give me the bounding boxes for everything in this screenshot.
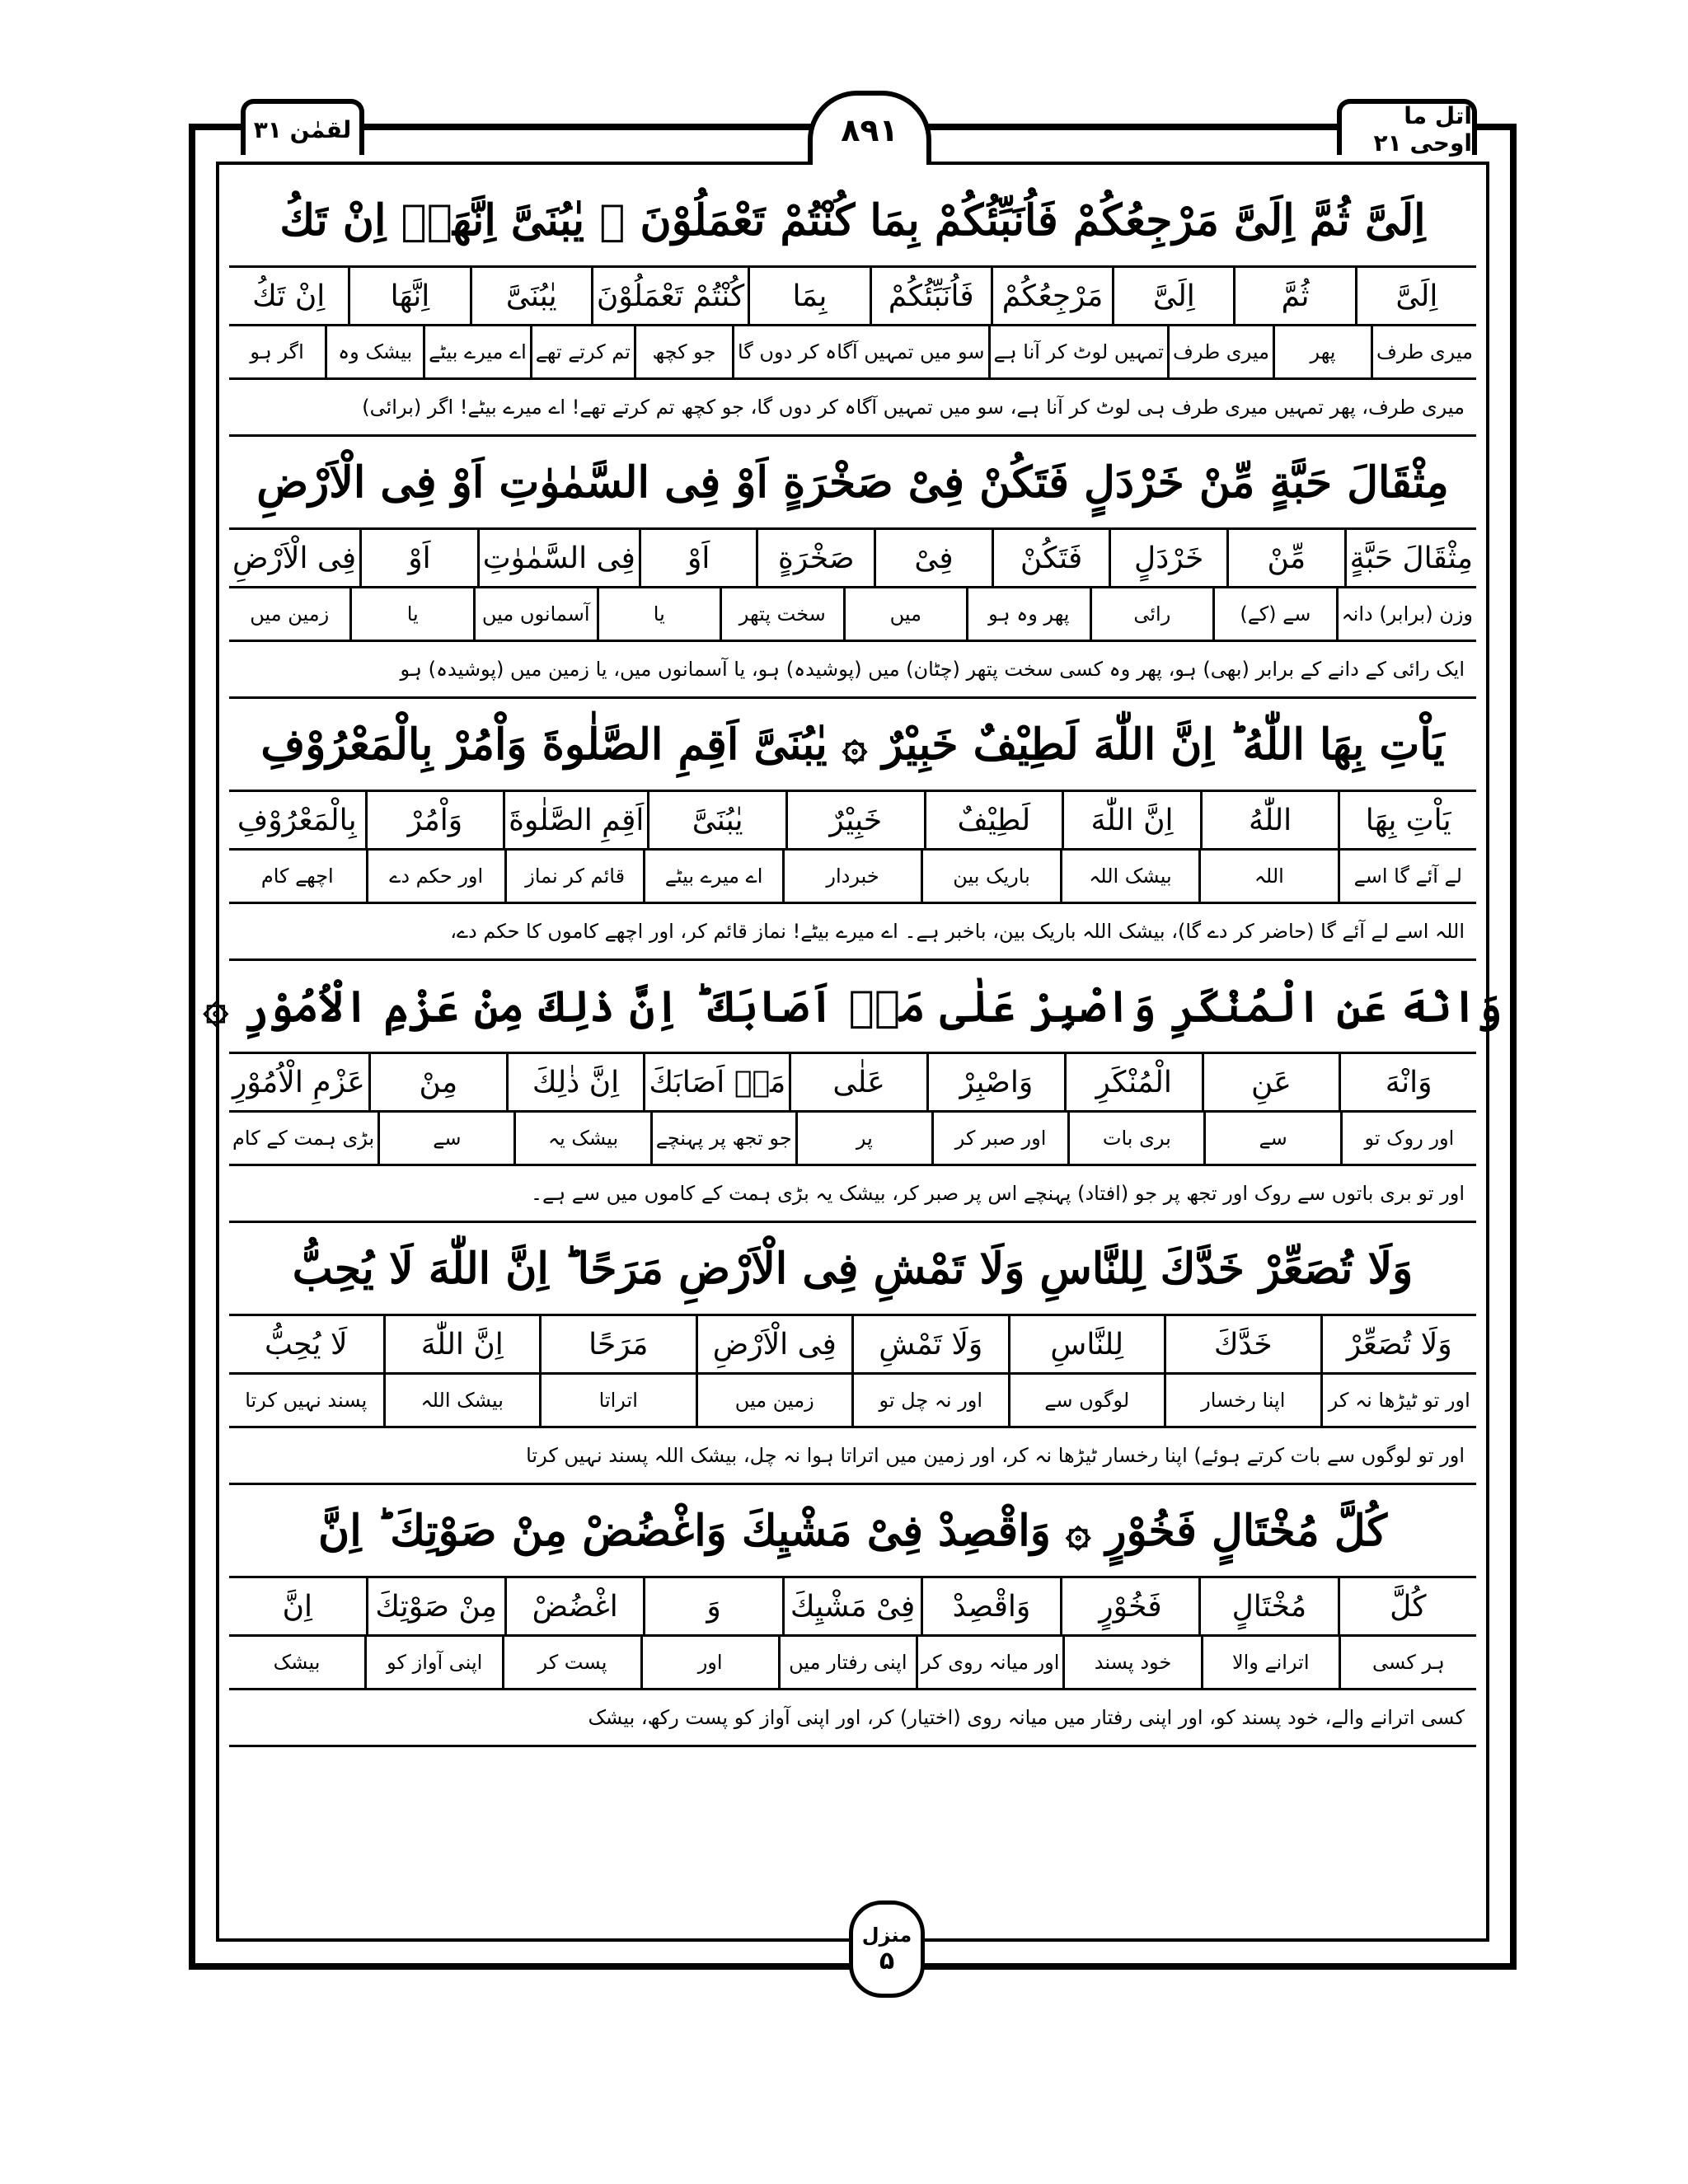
meaning-cell: زمین میں xyxy=(696,1375,852,1426)
meaning-cell: سے (کے) xyxy=(1212,588,1336,640)
meaning-cell: بیشک اللہ xyxy=(1060,851,1198,902)
arabic-verse: اِلَیَّ ثُمَّ اِلَیَّ مَرْجِعُكُمْ فَاُنَبِّئُكُمْ بِمَا كُنْتُمْ تَعْمَلُوْنَ ۞ یٰبُنَیَّ اِنَّهَاۤ اِنْ تَكُ xyxy=(229,175,1476,268)
arabic-verse: یَاْتِ بِهَا اللّٰهُ ؕ اِنَّ اللّٰهَ لَطِیْفٌ خَبِیْرٌ ۞ یٰبُنَیَّ اَقِمِ الصَّلٰوةَ وَاْمُرْ بِالْمَعْرُوْفِ xyxy=(229,699,1476,792)
meaning-cell: ہر کسی xyxy=(1339,1637,1476,1688)
word-row xyxy=(229,1054,1476,1113)
meaning-cell: جو کچھ xyxy=(634,326,732,377)
word-cell: فَتَكُنْ xyxy=(992,530,1109,586)
word-cell: بِمَا xyxy=(748,268,869,324)
word-cell: وَلَا تُصَعِّرْ xyxy=(1320,1316,1477,1372)
meaning-cell: اور روک تو xyxy=(1340,1113,1476,1164)
meaning-cell: سے xyxy=(1203,1113,1339,1164)
arabic-verse: كُلَّ مُخْتَالٍ فَخُوْرٍ ۞ وَاقْصِدْ فِیْ مَشْیِكَ وَاغْضُضْ مِنْ صَوْتِكَ ؕ اِنَّ xyxy=(229,1485,1476,1578)
meaning-cell: اللہ xyxy=(1198,851,1337,902)
meaning-cell: اچھے کام xyxy=(260,865,334,888)
word-cell: صَخْرَةٍ xyxy=(756,530,874,586)
word-cell: اِنْ تَكُ xyxy=(252,279,326,313)
meaning-cell: اور تو ٹیڑھا نہ کر xyxy=(1320,1375,1477,1426)
word-cell: وَانْهَ xyxy=(1339,1054,1476,1110)
meaning-cell: تم کرتے تھے xyxy=(530,326,634,377)
word-cell: مِّنْ xyxy=(1226,530,1344,586)
page-number: ۸۹۱ xyxy=(808,91,931,165)
meaning-cell: جو تجھ پر پہنچے xyxy=(650,1113,795,1164)
meaning-cell: قائم کر نماز xyxy=(504,851,643,902)
word-cell: یٰبُنَیَّ xyxy=(647,792,785,848)
meaning-cell: اور xyxy=(640,1637,778,1688)
word-cell: اِنَّ اللّٰهَ xyxy=(1062,792,1200,848)
manzil-label: منزل xyxy=(861,1923,912,1947)
meaning-cell: باریک بین xyxy=(921,851,1059,902)
verse-section xyxy=(203,961,1503,1223)
word-cell: وَلَا تَمْشِ xyxy=(851,1316,1008,1372)
meaning-cell: خبردار xyxy=(782,851,921,902)
meaning-row xyxy=(229,326,1476,380)
word-cell: اِنَّ xyxy=(282,1589,313,1624)
word-cell: وَاصْبِرْ xyxy=(926,1054,1064,1110)
meaning-cell: بیشک وہ xyxy=(325,326,423,377)
word-cell: یٰبُنَیَّ xyxy=(470,268,591,324)
word-row xyxy=(229,792,1476,851)
meaning-cell: سے xyxy=(377,1113,513,1164)
meaning-cell: میری طرف xyxy=(1371,326,1476,377)
urdu-translation: ایک رائی کے دانے کے برابر (بھی) ہو، پھر وہ کسی سخت پتھر (چٹان) میں (پوشیدہ) ہو، یا آسمانوں میں، یا زمین میں (پوشیدہ) ہو xyxy=(400,658,1465,681)
meaning-cell: بڑی ہمت کے کام xyxy=(232,1127,375,1150)
word-row xyxy=(229,1316,1476,1375)
word-cell: خَدَّكَ xyxy=(1164,1316,1320,1372)
word-cell: بِالْمَعْرُوْفِ xyxy=(237,803,357,837)
meaning-cell: سو میں تمہیں آگاہ کر دوں گا xyxy=(732,326,988,377)
meaning-cell: لے آئے گا اسے xyxy=(1338,851,1476,902)
word-cell: فِیْ xyxy=(874,530,992,586)
word-cell: فَخُوْرٍ xyxy=(1060,1578,1198,1634)
meaning-row xyxy=(229,1113,1476,1166)
verse-section xyxy=(229,699,1476,961)
word-cell: اَوْ xyxy=(639,530,757,586)
word-cell: اَقِمِ الصَّلٰوةَ xyxy=(503,792,647,848)
word-cell: الْمُنْكَرِ xyxy=(1064,1054,1202,1110)
word-row xyxy=(229,268,1476,326)
meaning-cell: پھر وہ ہو xyxy=(966,588,1090,640)
arabic-verse: مِثْقَالَ حَبَّةٍ مِّنْ خَرْدَلٍ فَتَكُنْ فِیْ صَخْرَةٍ اَوْ فِی السَّمٰوٰتِ اَوْ فِی الْاَرْضِ xyxy=(229,437,1476,530)
verse-section xyxy=(229,437,1476,699)
meaning-cell: پست کر xyxy=(502,1637,640,1688)
word-cell: عَزْمِ الْاُمُوْرِ xyxy=(232,1065,365,1099)
word-cell: مِثْقَالَ حَبَّةٍ xyxy=(1344,530,1476,586)
meaning-cell: بری بات xyxy=(1067,1113,1203,1164)
meaning-cell: رائی xyxy=(1090,588,1213,640)
meaning-cell: لوگوں سے xyxy=(1008,1375,1165,1426)
word-cell: عَنِ xyxy=(1202,1054,1339,1110)
verse-section xyxy=(229,1223,1476,1485)
word-cell: اللّٰهُ xyxy=(1200,792,1339,848)
word-cell: وَاقْصِدْ xyxy=(921,1578,1059,1634)
meaning-cell: تمہیں لوٹ کر آنا ہے xyxy=(988,326,1167,377)
meaning-cell: آسمانوں میں xyxy=(473,588,597,640)
urdu-translation: اور تو بری باتوں سے روک اور تجھ پر جو (افتاد) پہنچے اس پر صبر کر، بیشک یہ بڑی ہمت کے کاموں میں سے ہے۔ xyxy=(530,1182,1465,1205)
word-cell: مَرْجِعُكُمْ xyxy=(991,268,1112,324)
arabic-verse: وَلَا تُصَعِّرْ خَدَّكَ لِلنَّاسِ وَلَا تَمْشِ فِی الْاَرْضِ مَرَحًا ؕ اِنَّ اللّٰهَ لَا یُحِبُّ xyxy=(229,1223,1476,1316)
meaning-cell: اور میانہ روی کر xyxy=(916,1637,1063,1688)
juz-label: اتل ما اوحی ۲۱ xyxy=(1337,99,1477,155)
word-cell: وَ xyxy=(643,1578,781,1634)
meaning-cell: بیشک یہ xyxy=(513,1113,649,1164)
manzil-marker xyxy=(849,1900,925,1998)
word-cell: عَلٰی xyxy=(789,1054,926,1110)
meaning-cell: اور نہ چل تو xyxy=(851,1375,1008,1426)
meaning-cell: یا xyxy=(597,588,720,640)
word-cell: مَاۤ اَصَابَكَ xyxy=(643,1054,789,1110)
meaning-cell: پر xyxy=(795,1113,931,1164)
meaning-cell: اتراتا xyxy=(539,1375,696,1426)
word-cell: فَاُنَبِّئُكُمْ xyxy=(870,268,991,324)
meaning-row xyxy=(229,588,1476,642)
word-cell: مُخْتَالٍ xyxy=(1198,1578,1337,1634)
word-cell: فِیْ مَشْیِكَ xyxy=(782,1578,921,1634)
word-cell: مِنْ xyxy=(368,1054,506,1110)
manzil-number: ۵ xyxy=(879,1946,895,1975)
meaning-cell: اپنی آواز کو xyxy=(364,1637,502,1688)
meaning-cell: اگر ہو xyxy=(250,340,304,363)
meaning-cell: اترانے والا xyxy=(1201,1637,1339,1688)
meaning-cell: وزن (برابر) دانہ xyxy=(1336,588,1476,640)
surah-label: لقمٰن ۳۱ xyxy=(241,99,364,155)
meaning-cell: بیشک اللہ xyxy=(383,1375,540,1426)
word-cell: فِی السَّمٰوٰتِ xyxy=(477,530,639,586)
word-cell: اِنَّ اللّٰهَ xyxy=(383,1316,540,1372)
word-cell: اِلَیَّ xyxy=(1355,268,1476,324)
meaning-row xyxy=(229,851,1476,904)
word-cell: خَرْدَلٍ xyxy=(1109,530,1226,586)
meaning-cell: بیشک xyxy=(273,1651,321,1674)
word-cell: كُلَّ xyxy=(1338,1578,1476,1634)
meaning-cell: اپنی رفتار میں xyxy=(778,1637,916,1688)
word-cell: مَرَحًا xyxy=(539,1316,696,1372)
word-cell: وَاْمُرْ xyxy=(365,792,504,848)
urdu-translation: کسی اترانے والے، خود پسند کو، اور اپنی رفتار میں میانہ روی (اختیار) کر، اور اپنی آواز کو پست رکھ، بیشک xyxy=(588,1706,1465,1729)
meaning-cell: زمین میں xyxy=(250,602,330,626)
meaning-cell: اپنا رخسار xyxy=(1164,1375,1320,1426)
meaning-cell: یا xyxy=(349,588,473,640)
arabic-verse: وَانْهَ عَنِ الْمُنْكَرِ وَاصْبِرْ عَلٰی مَاۤ اَصَابَكَ ؕ اِنَّ ذٰلِكَ مِنْ عَزْمِ الْاُمُوْرِ ۞ xyxy=(229,961,1476,1054)
meaning-cell: میں xyxy=(843,588,967,640)
meaning-row xyxy=(229,1375,1476,1428)
word-row xyxy=(229,530,1476,588)
word-cell: اِلَیَّ xyxy=(1112,268,1233,324)
meaning-cell: میری طرف xyxy=(1167,326,1273,377)
word-cell: لَطِیْفٌ xyxy=(924,792,1062,848)
meaning-cell: اور حکم دے xyxy=(366,851,504,902)
word-cell: خَبِیْرٌ xyxy=(785,792,924,848)
word-cell: كُنْتُمْ تَعْمَلُوْنَ xyxy=(591,268,748,324)
word-cell: ثُمَّ xyxy=(1233,268,1354,324)
word-cell: یَاْتِ بِهَا xyxy=(1338,792,1476,848)
meaning-row xyxy=(229,1637,1476,1690)
word-row xyxy=(229,1578,1476,1637)
urdu-translation: اللہ اسے لے آئے گا (حاضر کر دے گا)، بیشک اللہ باریک بین، باخبر ہے۔ اے میرے بیٹے! نماز قائم کر، اور اچھے کاموں کا حکم دے، xyxy=(450,920,1465,943)
meaning-cell: پھر xyxy=(1273,326,1371,377)
urdu-translation: اور تو لوگوں سے بات کرتے ہوئے) اپنا رخسار ٹیڑھا نہ کر، اور زمین میں اتراتا ہوا نہ چل، بیشک اللہ پسند نہیں کرتا xyxy=(526,1444,1465,1467)
meaning-cell: اے میرے بیٹے xyxy=(643,851,781,902)
meaning-cell: اور صبر کر xyxy=(931,1113,1067,1164)
meaning-cell: پسند نہیں کرتا xyxy=(245,1389,368,1412)
word-cell: فِی الْاَرْضِ xyxy=(232,541,357,575)
word-cell: مِنْ صَوْتِكَ xyxy=(366,1578,504,1634)
translation-table xyxy=(203,175,1503,1747)
meaning-cell: خود پسند xyxy=(1062,1637,1200,1688)
word-cell: اِنَّهَا xyxy=(348,268,469,324)
urdu-translation: میری طرف، پھر تمہیں میری طرف ہی لوٹ کر آنا ہے، سو میں تمہیں آگاہ کر دوں گا، جو کچھ تم کرتے تھے! اے میرے بیٹے! اگر (برائی) xyxy=(362,396,1465,419)
meaning-cell: اے میرے بیٹے xyxy=(423,326,530,377)
word-cell: اَوْ xyxy=(359,530,477,586)
verse-section xyxy=(229,175,1476,437)
verse-section xyxy=(229,1485,1476,1747)
word-cell: اِنَّ ذٰلِكَ xyxy=(506,1054,644,1110)
word-cell: لِلنَّاسِ xyxy=(1008,1316,1165,1372)
meaning-cell: سخت پتھر xyxy=(720,588,843,640)
word-cell: فِی الْاَرْضِ xyxy=(696,1316,852,1372)
word-cell: اغْضُضْ xyxy=(504,1578,643,1634)
word-cell: لَا یُحِبُّ xyxy=(264,1327,348,1361)
